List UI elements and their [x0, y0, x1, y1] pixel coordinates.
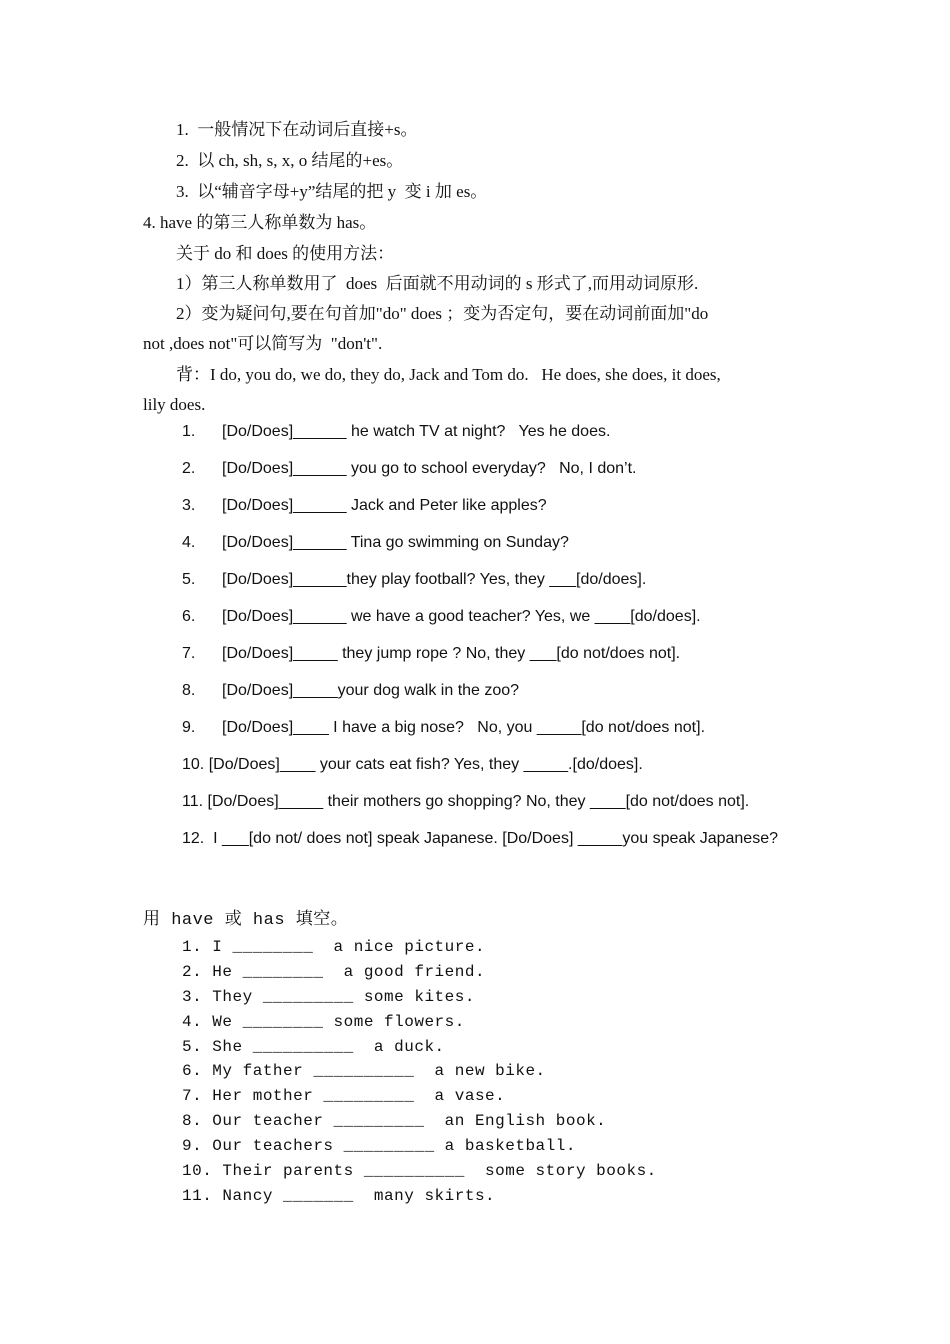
exercise-item	[182, 828, 778, 850]
item-text: [Do/Does]_____ their mothers go shopping? No, they ____[do not/does not].	[207, 793, 750, 810]
memorize-line: lily does.	[143, 395, 206, 414]
item-number: 5.	[182, 571, 196, 588]
item-text: [Do/Does]______ we have a good teacher? Yes, we ____[do/does].	[222, 608, 701, 625]
exercise-item	[182, 717, 705, 739]
exercise-item: 11. Nancy _______ many skirts.	[182, 1187, 496, 1205]
item-number: 6.	[182, 608, 196, 625]
exercise-title: 用 have 或 has 填空。	[143, 911, 349, 930]
rule-line: 2. 以 ch, sh, s, x, o 结尾的+es。	[176, 151, 404, 170]
item-number: 9.	[182, 719, 196, 736]
exercise-item: 5. She __________ a duck.	[182, 1038, 445, 1056]
exercise-item	[182, 754, 643, 776]
item-number: 1.	[182, 423, 196, 440]
exercise-item: 7. Her mother _________ a vase.	[182, 1087, 506, 1105]
item-text: [Do/Does]______ Jack and Peter like apples?	[222, 497, 547, 514]
item-number: 2.	[182, 460, 196, 477]
rule-line: 4. have 的第三人称单数为 has。	[143, 213, 377, 232]
exercise-item: 1. I ________ a nice picture.	[182, 938, 486, 956]
item-number: 10.	[182, 756, 205, 773]
item-text: [Do/Does]______ he watch TV at night? Yes he does.	[222, 423, 611, 440]
exercise-item	[182, 495, 547, 517]
exercise-item: 8. Our teacher _________ an English book.	[182, 1112, 607, 1130]
exercise-item	[182, 643, 680, 665]
item-number: 11.	[182, 793, 204, 810]
exercise-item	[182, 569, 646, 591]
exercise-item: 4. We ________ some flowers.	[182, 1013, 465, 1031]
memorize-line: 背：I do, you do, we do, they do, Jack and Tom do. He does, she does, it does,	[176, 365, 721, 384]
rule-line: 1. 一般情况下在动词后直接+s。	[176, 120, 418, 139]
item-text: [Do/Does]_____your dog walk in the zoo?	[222, 682, 520, 699]
exercise-item: 6. My father __________ a new bike.	[182, 1062, 546, 1080]
exercise-item: 9. Our teachers _________ a basketball.	[182, 1137, 576, 1155]
rule-line: 2）变为疑问句,要在句首加"do" does ；变为否定句，要在动词前面加"do	[176, 304, 709, 323]
item-text: [Do/Does]_____ they jump rope ? No, they ___[do not/does not].	[222, 645, 681, 662]
item-text: I ___[do not/ does not] speak Japanese. [Do/Does] _____you speak Japanese?	[208, 830, 778, 847]
item-number: 12.	[182, 830, 205, 847]
item-number: 4.	[182, 534, 196, 551]
usage-heading: 关于 do 和 does 的使用方法：	[176, 244, 395, 263]
item-text: [Do/Does]____ your cats eat fish? Yes, they _____.[do/does].	[208, 756, 643, 773]
exercise-item	[182, 791, 749, 813]
exercise-item: 2. He ________ a good friend.	[182, 963, 486, 981]
exercise-item	[182, 606, 701, 628]
exercise-item: 10. Their parents __________ some story books.	[182, 1162, 657, 1180]
item-text: [Do/Does]______they play football? Yes, they ___[do/does].	[222, 571, 647, 588]
item-text: [Do/Does]______ you go to school everyday? No, I don’t.	[222, 460, 637, 477]
item-text: [Do/Does]____ I have a big nose? No, you _____[do not/does not].	[222, 719, 706, 736]
item-number: 7.	[182, 645, 196, 662]
exercise-item	[182, 458, 636, 480]
rule-line: not ,does not"可以简写为 "don't".	[143, 334, 383, 353]
exercise-item	[182, 421, 610, 443]
rule-line: 3. 以“辅音字母+y”结尾的把 y 变 i 加 es。	[176, 182, 488, 201]
item-number: 8.	[182, 682, 196, 699]
exercise-item	[182, 680, 519, 702]
item-text: [Do/Does]______ Tina go swimming on Sunday?	[222, 534, 569, 551]
exercise-item	[182, 532, 569, 554]
rule-line: 1）第三人称单数用了 does 后面就不用动词的 s 形式了,而用动词原形.	[176, 274, 699, 293]
item-number: 3.	[182, 497, 196, 514]
exercise-item: 3. They _________ some kites.	[182, 988, 475, 1006]
